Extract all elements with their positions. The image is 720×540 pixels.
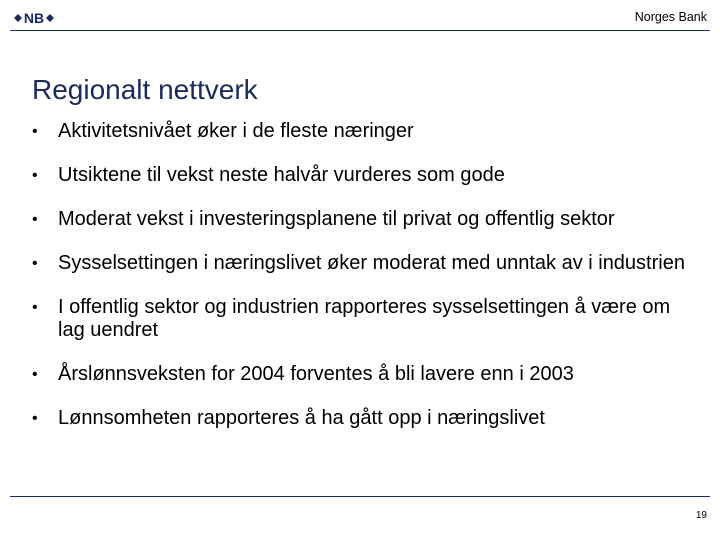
footer-divider <box>10 496 710 497</box>
bullet-text: Moderat vekst i investeringsplanene til privat og offentlig sektor <box>58 208 615 230</box>
bullet-list <box>30 120 700 430</box>
bullet-item: • I offentlig sektor og industrien rapporteres sysselsettingen å være om lag uendret <box>32 296 671 341</box>
page-number: 19 <box>695 510 707 521</box>
bullet-item: • Utsiktene til vekst neste halvår vurderes som gode <box>32 164 505 186</box>
bullet-item: • Sysselsettingen i næringslivet øker moderat med unntak av i industrien <box>32 252 685 274</box>
bullet-text: Lønnsomheten rapporteres å ha gått opp i næringslivet <box>58 407 545 429</box>
bullet-text: Aktivitetsnivået øker i de fleste næringer <box>58 120 414 142</box>
bullet-text: Årslønnsveksten for 2004 forventes å bli lavere enn i 2003 <box>58 363 574 385</box>
header-divider <box>10 30 710 31</box>
slide-title: Regionalt nettverk <box>32 73 258 105</box>
bullet-item: • Lønnsomheten rapporteres å ha gått opp i næringslivet <box>32 407 545 429</box>
svg-text:NB: NB <box>23 10 45 26</box>
brand-name: Norges Bank <box>634 10 707 24</box>
bullet-text: Sysselsettingen i næringslivet øker moderat med unntak av i industrien <box>58 252 685 274</box>
bullet-text: I offentlig sektor og industrien rapporteres sysselsettingen å være om lag uendret <box>58 296 671 341</box>
norges-bank-logo <box>13 9 55 27</box>
bullet-text: Utsiktene til vekst neste halvår vurderes som gode <box>58 164 505 186</box>
bullet-item: • Moderat vekst i investeringsplanene til privat og offentlig sektor <box>32 208 615 230</box>
bullet-item: • Aktivitetsnivået øker i de fleste næringer <box>32 120 414 142</box>
bullet-item: • Årslønnsveksten for 2004 forventes å bli lavere enn i 2003 <box>32 363 574 385</box>
